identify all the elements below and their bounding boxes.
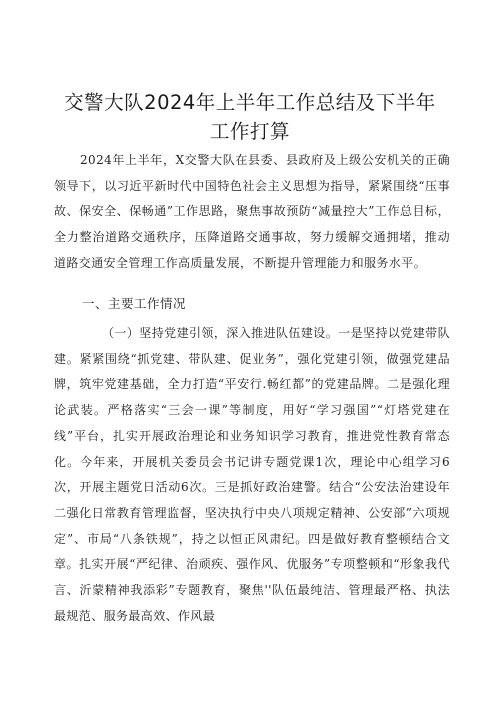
section-paragraph: （一）坚持党建引领，深入推进队伍建设。一是坚持以党建带队建。紧紧围绕“抓党建、带队建、促业务”，强化党建引领，做强党建品牌，筑牢党建基础，全力打造“平安行.畅红都”的党建品牌。二是强化理论武装。严格落实“三会一课”等制度，用好“学习强国”“灯塔党建在线”平台，扎实开展政治理论和业务知识学习教育，推进党性教育常态化。今年来，开展机关委员会书记讲专题党课1次，理论中心组学习6次，开展主题党日活动6次。三是抓好政治建警。结合“公安法治建设年二强化日常教育管理监督，坚决执行中央八项规定精神、公安部”六项规定”、市局“八条铁规”，持之以恒正风肃纪。四是做好教育整顿结合文章。扎实开展“严纪律、治顽疾、强作风、优服务”专项整顿和“形象我代言、沂蒙精神我添彩”专题教育，聚焦''队伍最纯洁、管理最严格、执法最规范、服务最高效、作风最 <box>54 326 450 623</box>
section-heading: 一、主要工作情况 <box>82 296 187 311</box>
document-title: 交警大队2024年上半年工作总结及下半年工作打算 <box>64 91 436 143</box>
intro-paragraph: 2024年上半年，X交警大队在县委、县政府及上级公安机关的正确领导下，以习近平新时代中国特色社会主义思想为指导，紧紧围绕“压事故、保安全、保畅通”工作思路，聚焦事故预防“减量控大”工作总目标，全力整治道路交通秩序，压降道路交通事故，努力缓解交通拥堵，推动道路交通安全管理工作高质量发展，不断提升管理能力和服务水平。 <box>54 153 450 270</box>
